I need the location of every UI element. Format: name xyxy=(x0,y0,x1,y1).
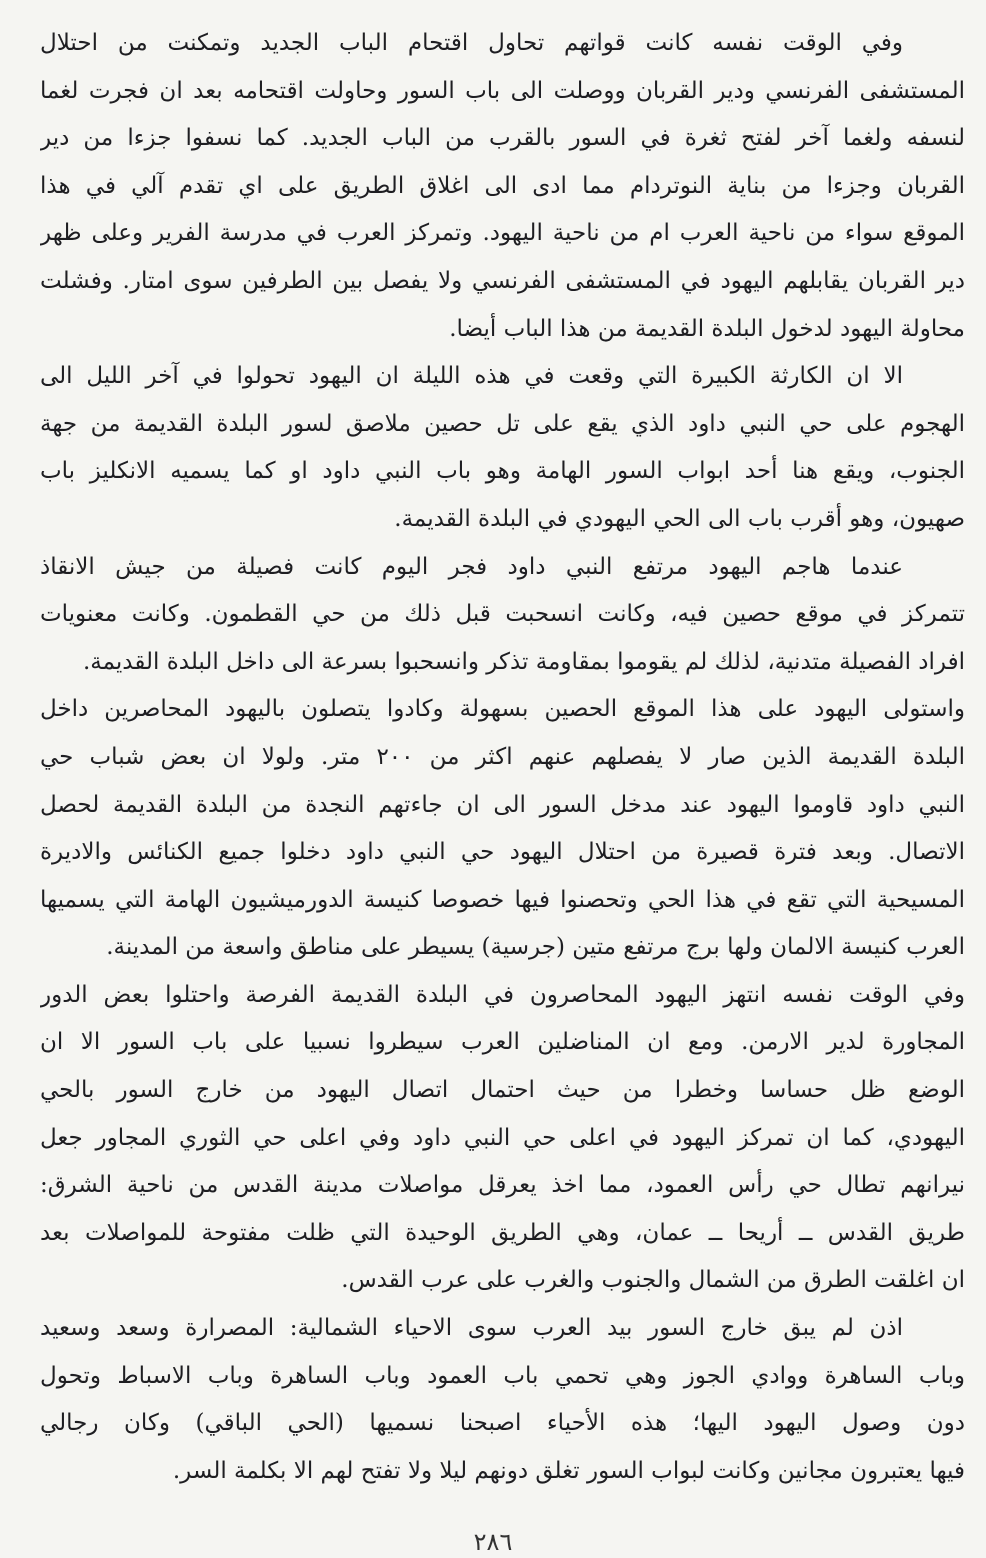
text-line: الوضع ظل حساسا وخطرا من حيث احتمال اتصال اليهود من خارج السور بالحي xyxy=(40,1077,965,1104)
text-line: نيرانهم تطال حي رأس العمود، مما اخذ يعرقل مواصلات مدينة القدس من ناحية الشرق: xyxy=(40,1172,965,1199)
text-line: العرب كنيسة الالمان ولها برج مرتفع متين (جرسية) يسيطر على مناطق واسعة من المدينة. xyxy=(106,934,965,961)
text-line: اليهودي، كما ان تمركز اليهود في اعلى حي النبي داود وفي اعلى حي الثوري المجاور جعل xyxy=(40,1124,965,1151)
text-line: وباب الساهرة ووادي الجوز وهي تحمي باب العمود وباب الساهرة وباب الاسباط وتحول xyxy=(40,1362,965,1389)
text-line: الموقع سواء من ناحية العرب ام من ناحية اليهود. وتمركز العرب في مدرسة الفرير وعلى ظهر xyxy=(40,220,965,247)
text-line: المسيحية التي تقع في هذا الحي وتحصنوا فيها خصوصا كنيسة الدورميشيون الهامة التي يسميها xyxy=(40,886,965,913)
text-line: وفي الوقت نفسه كانت قواتهم تحاول اقتحام الباب الجديد وتمكنت من احتلال xyxy=(40,30,903,56)
text-line: طريق القدس ــ أريحا ــ عمان، وهي الطريق الوحيدة التي ظلت مفتوحة للمواصلات بعد xyxy=(40,1219,965,1246)
text-line: تتمركز في موقع حصين فيه، وكانت انسحبت قبل ذلك من حي القطمون. وكانت معنويات xyxy=(40,601,965,628)
page-number: ٢٨٦ xyxy=(473,1528,513,1556)
text-line: صهيون، وهو أقرب باب الى الحي اليهودي في البلدة القديمة. xyxy=(394,505,965,532)
text-line: وفي الوقت نفسه انتهز اليهود المحاصرون في البلدة القديمة الفرصة واحتلوا بعض الدور xyxy=(40,981,965,1008)
text-line: ان اغلقت الطرق من الشمال والجنوب والغرب على عرب القدس. xyxy=(341,1267,965,1294)
text-line: لنسفه ولغما آخر لفتح ثغرة في السور بالقرب من الباب الجديد. كما نسفوا جزءا من دير xyxy=(40,125,965,152)
book-page-text xyxy=(40,20,965,1495)
text-line: الهجوم على حي النبي داود الذي يقع على تل حصين ملاصق لسور البلدة القديمة من جهة xyxy=(40,410,965,437)
text-line: البلدة القديمة الذين صار لا يفصلهم عنهم اكثر من ٢٠٠ متر. ولولا ان بعض شباب حي xyxy=(40,743,965,770)
text-line: الجنوب، ويقع هنا أحد ابواب السور الهامة وهو باب النبي داود او كما يسميه الانكليز باب xyxy=(40,458,965,485)
text-line: الا ان الكارثة الكبيرة التي وقعت في هذه الليلة ان اليهود تحولوا في آخر الليل الى xyxy=(40,363,903,390)
text-line: المستشفى الفرنسي ودير القربان ووصلت الى باب السور وحاولت اقتحامه بعد ان فجرت لغما xyxy=(40,77,965,104)
text-line: النبي داود قاوموا اليهود عند مدخل السور الى ان جاءتهم النجدة من البلدة القديمة لحصل xyxy=(40,791,965,818)
text-line: دير القربان يقابلهم اليهود في المستشفى الفرنسي ولا يفصل بين الطرفين سوى امتار. وفشلت xyxy=(40,267,965,294)
text-line: افراد الفصيلة متدنية، لذلك لم يقوموا بمقاومة تذكر وانسحبوا بسرعة الى داخل البلدة القديمة. xyxy=(82,648,965,675)
text-line: محاولة اليهود لدخول البلدة القديمة من هذا الباب أيضا. xyxy=(449,315,965,342)
text-line: القربان وجزءا من بناية النوتردام مما ادى الى اغلاق الطريق على اي تقدم آلي في هذا xyxy=(40,172,965,199)
text-line: عندما هاجم اليهود مرتفع النبي داود فجر اليوم كانت فصيلة من جيش الانقاذ xyxy=(40,553,903,580)
text-line: فيها يعتبرون مجانين وكانت لبواب السور تغلق دونهم ليلا ولا تفتح لهم الا بكلمة السر. xyxy=(172,1457,965,1484)
text-line: دون وصول اليهود اليها؛ هذه الأحياء اصبحنا نسميها (الحي الباقي) وكان رجالي xyxy=(40,1410,965,1437)
text-line: المجاورة لدير الارمن. ومع ان المناضلين العرب سيطروا نسبيا على باب السور الا ان xyxy=(40,1029,965,1056)
text-line: واستولى اليهود على هذا الموقع الحصين بسهولة وكادوا يتصلون باليهود المحاصرين داخل xyxy=(40,696,965,723)
text-line: الاتصال. وبعد فترة قصيرة من احتلال اليهود حي النبي داود دخلوا جميع الكنائس والاديرة xyxy=(40,839,965,866)
text-line: اذن لم يبق خارج السور بيد العرب سوى الاحياء الشمالية: المصرارة وسعد وسعيد xyxy=(40,1315,903,1342)
